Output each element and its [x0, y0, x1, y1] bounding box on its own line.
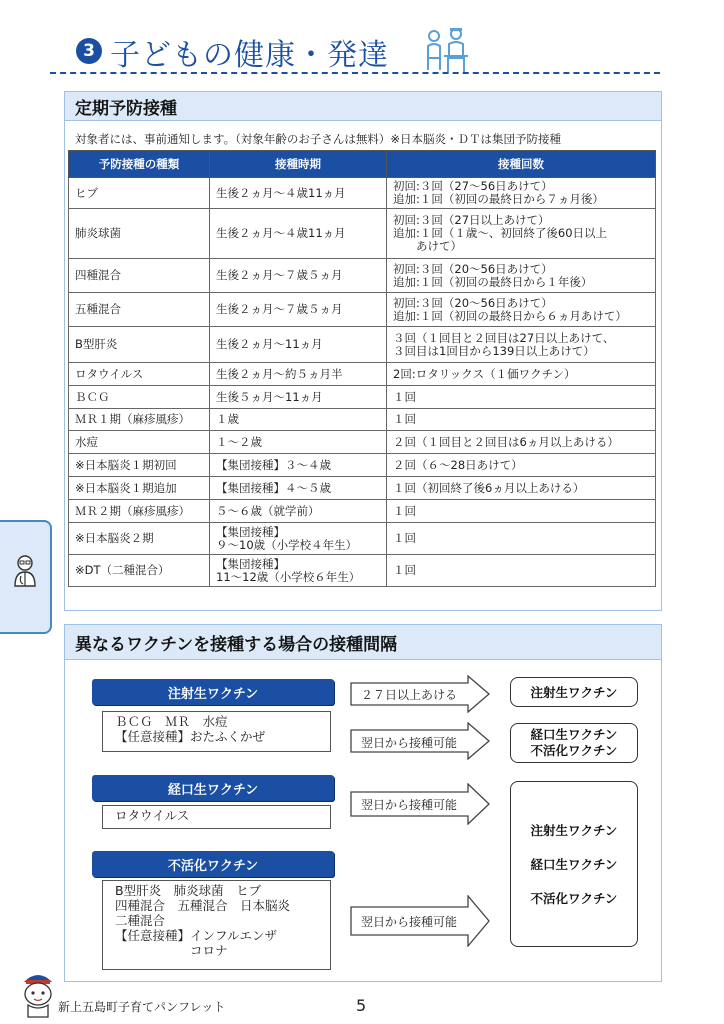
vaccine-doses: ３回（１回目と２回目は27日以上あけて、 ３回目は1回目から139日以上あけて） — [387, 327, 656, 363]
table-row — [69, 327, 656, 363]
vaccine-timing: 生後２ヵ月～７歳５ヵ月 — [210, 259, 387, 293]
vaccine-timing: ５～６歳（就学前） — [210, 500, 387, 523]
result-box — [510, 781, 638, 947]
interval-arrow — [350, 895, 490, 947]
vaccine-timing: １～２歳 — [210, 431, 387, 454]
vaccine-timing: 【集団接種】３～４歳 — [210, 454, 387, 477]
interval-arrow — [350, 722, 490, 760]
vaccine-timing: 生後２ヵ月～11ヵ月 — [210, 327, 387, 363]
vaccine-name: ロタウイルス — [69, 363, 210, 386]
table-row — [69, 259, 656, 293]
vaccine-name: ＭＲ２期（麻疹風疹） — [69, 500, 210, 523]
vaccine-doses: １回 — [387, 500, 656, 523]
interval-arrow — [350, 783, 490, 825]
interval-arrow — [350, 675, 490, 713]
vaccine-timing: 生後２ヵ月～７歳５ヵ月 — [210, 293, 387, 327]
vaccine-name: ＢＣＧ — [69, 386, 210, 409]
injectable-live-vaccine-header: 注射生ワクチン — [92, 679, 334, 705]
vaccine-doses: 初回:３回（27～56日あけて） 追加:１回（初回の最終日から７ヵ月後） — [387, 178, 656, 209]
table-row — [69, 454, 656, 477]
table-row — [69, 409, 656, 431]
vaccine-timing: １歳 — [210, 409, 387, 431]
vaccine-doses: 初回:３回（27日以上あけて） 追加:１回（１歳～、初回終了後60日以上 あけて） — [387, 209, 656, 259]
vaccine-name: 五種混合 — [69, 293, 210, 327]
table-row — [69, 209, 656, 259]
mascot-logo — [18, 968, 58, 1020]
table-row — [69, 363, 656, 386]
vaccine-name: 水痘 — [69, 431, 210, 454]
vaccine-doses: １回 — [387, 409, 656, 431]
result-box: 経口生ワクチン 不活化ワクチン — [510, 723, 638, 763]
table-header-row — [69, 151, 656, 178]
footer-text: 新上五島町子育てパンフレット — [58, 1000, 226, 1014]
vaccine-name: ※日本脳炎１期初回 — [69, 454, 210, 477]
result-item: 経口生ワクチン — [530, 857, 618, 872]
vaccine-timing: 生後２ヵ月～約５ヵ月半 — [210, 363, 387, 386]
table-row — [69, 386, 656, 409]
vaccine-timing: 【集団接種】 ９～10歳（小学校４年生） — [210, 523, 387, 555]
vaccine-doses: ２回（１回目と２回目は6ヵ月以上あける） — [387, 431, 656, 454]
vaccine-name: ※日本脳炎２期 — [69, 523, 210, 555]
vaccination-table — [68, 150, 656, 587]
table-row — [69, 293, 656, 327]
interval-label: 翌日から接種可能 — [360, 736, 457, 750]
page-number: 5 — [356, 996, 367, 1015]
injectable-live-vaccine-list: ＢＣＧ ＭＲ 水痘 【任意接種】おたふくかぜ — [102, 711, 331, 752]
oral-live-vaccine-header: 経口生ワクチン — [92, 775, 334, 801]
oral-live-vaccine-list: ロタウイルス — [102, 805, 331, 829]
interval-label: 翌日から接種可能 — [360, 915, 457, 929]
vaccine-doses: １回（初回終了後6ヵ月以上あける） — [387, 477, 656, 500]
vaccine-doses: 初回:３回（20～56日あけて） 追加:１回（初回の最終日から６ヵ月あけて） — [387, 293, 656, 327]
section-number-badge: 3 — [76, 38, 102, 64]
vaccine-doses: １回 — [387, 555, 656, 587]
vaccine-timing: 【集団接種】４～５歳 — [210, 477, 387, 500]
table-row — [69, 500, 656, 523]
column-header: 予防接種の種類 — [69, 151, 210, 178]
table-row — [69, 431, 656, 454]
interval-label: 翌日から接種可能 — [360, 798, 457, 812]
vaccine-name: ヒブ — [69, 178, 210, 209]
vaccine-timing: 生後２ヵ月～４歳11ヵ月 — [210, 178, 387, 209]
vaccine-name: 肺炎球菌 — [69, 209, 210, 259]
table-row — [69, 178, 656, 209]
vaccine-doses: １回 — [387, 386, 656, 409]
header-divider — [50, 72, 660, 74]
doctor-patient-icon — [418, 26, 474, 74]
inactivated-vaccine-header: 不活化ワクチン — [92, 851, 334, 877]
vaccine-doses: 初回:３回（20～56日あけて） 追加:１回（初回の最終日から１年後） — [387, 259, 656, 293]
interval-label: ２７日以上あける — [360, 688, 457, 702]
vaccine-doses: ２回（６～28日あけて） — [387, 454, 656, 477]
vaccine-timing: 生後５ヵ月～11ヵ月 — [210, 386, 387, 409]
inactivated-vaccine-list: B型肝炎 肺炎球菌 ヒブ 四種混合 五種混合 日本脳炎 二種混合 【任意接種】インフルエンザ コロナ — [102, 880, 331, 970]
section-title: 定期予防接種 — [65, 92, 661, 121]
vaccine-name: B型肝炎 — [69, 327, 210, 363]
result-box: 注射生ワクチン — [510, 677, 638, 707]
result-item: 不活化ワクチン — [530, 891, 618, 906]
column-header: 接種時期 — [210, 151, 387, 178]
intro-text: 対象者には、事前通知します。（対象年齢のお子さんは無料）※日本脳炎・ＤＴは集団予防接種 — [75, 132, 561, 146]
table-row — [69, 477, 656, 500]
vaccine-timing: 生後２ヵ月～４歳11ヵ月 — [210, 209, 387, 259]
doctor-icon — [12, 554, 38, 588]
column-header: 接種回数 — [387, 151, 656, 178]
vaccine-name: ※日本脳炎１期追加 — [69, 477, 210, 500]
table-row — [69, 555, 656, 587]
section-title: 異なるワクチンを接種する場合の接種間隔 — [65, 625, 661, 660]
vaccine-doses: １回 — [387, 523, 656, 555]
page-title: 子どもの健康・発達 — [110, 38, 389, 73]
vaccine-doses: 2回:ロタリックス（１価ワクチン） — [387, 363, 656, 386]
vaccine-name: ※DT（二種混合） — [69, 555, 210, 587]
vaccine-timing: 【集団接種】 11～12歳（小学校６年生） — [210, 555, 387, 587]
vaccine-name: 四種混合 — [69, 259, 210, 293]
table-row — [69, 523, 656, 555]
vaccine-name: ＭＲ１期（麻疹風疹） — [69, 409, 210, 431]
result-item: 注射生ワクチン — [530, 823, 618, 838]
